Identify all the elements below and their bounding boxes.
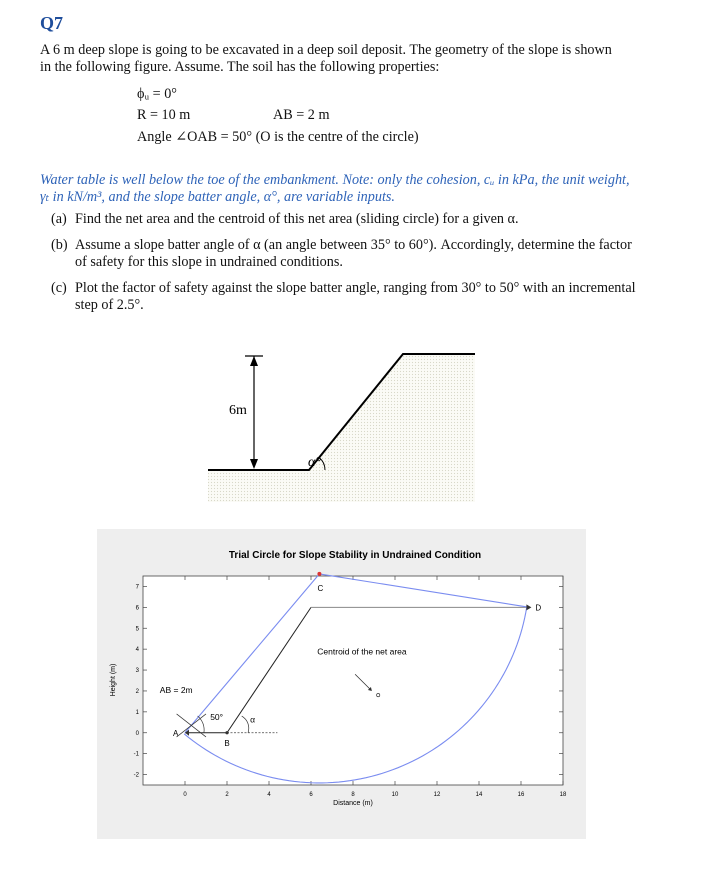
trial-circle-chart (97, 529, 586, 839)
slope-figure (195, 340, 485, 510)
part-c-text-2: step of 2.5°. (75, 297, 144, 313)
part-c-label: (c) (51, 280, 67, 296)
point-c-marker (317, 572, 321, 576)
y-tick-label: 1 (135, 709, 139, 716)
property-radius: R = 10 m (137, 107, 191, 123)
question-number: Q7 (40, 13, 64, 33)
x-axis-label: Distance (m) (333, 800, 373, 807)
depth-arrow-down (250, 459, 258, 469)
x-tick-label: 16 (517, 792, 525, 798)
point-b-marker (225, 731, 228, 734)
point-b-label: B (224, 738, 230, 748)
x-tick-label: 4 (267, 792, 271, 798)
note-line-1: Water table is well below the toe of the embankment. Note: only the cohesion, cᵤ in kPa, the unit weight, (40, 172, 630, 188)
x-tick-label: 12 (433, 792, 441, 798)
x-tick-label: 6 (309, 792, 313, 798)
depth-label: 6m (229, 403, 247, 418)
intro-line-2: in the following figure. Assume. The soil has the following properties: (40, 59, 440, 75)
intro-line-1: A 6 m deep slope is going to be excavated in a deep soil deposit. The geometry of the slope is shown (40, 42, 612, 58)
y-tick-label: 3 (135, 668, 139, 675)
centroid-annotation: Centroid of the net area (317, 646, 407, 657)
property-phi: ϕᵤ = 0° (137, 86, 177, 102)
part-c-text-1: Plot the factor of safety against the slope batter angle, ranging from 30° to 50° with an incremental (75, 280, 636, 296)
ab-annotation: AB = 2m (159, 685, 193, 696)
x-tick-label: 18 (559, 792, 567, 798)
x-tick-label: 10 (391, 792, 399, 798)
y-tick-label: 5 (135, 626, 139, 633)
x-tick-label: 14 (475, 792, 483, 798)
soil-hatch (208, 354, 475, 502)
property-angle: Angle ∠OAB = 50° (O is the centre of the circle) (137, 129, 419, 145)
y-tick-label: -1 (133, 751, 139, 758)
x-tick-label: 8 (351, 792, 355, 798)
part-b-text-2: of safety for this slope in undrained conditions. (75, 254, 343, 270)
y-tick-label: -2 (133, 772, 139, 779)
angle-50-label: 50° (210, 712, 224, 723)
y-tick-label: 6 (135, 605, 139, 612)
x-tick-label: 0 (183, 792, 187, 798)
point-d-label: D (535, 603, 542, 613)
depth-arrow-up (250, 356, 258, 366)
point-a-label: A (173, 728, 179, 738)
y-tick-label: 4 (135, 647, 139, 654)
y-tick-label: 0 (135, 730, 139, 737)
alpha-label: α (250, 714, 256, 725)
point-c-label: C (317, 583, 324, 593)
x-tick-label: 2 (225, 792, 229, 798)
y-axis-label: Height (m) (110, 663, 117, 697)
y-tick-label: 7 (135, 584, 139, 591)
slope-angle-label: α° (308, 455, 321, 470)
part-b-label: (b) (51, 237, 68, 253)
property-ab: AB = 2 m (273, 107, 330, 123)
y-tick-label: 2 (135, 688, 139, 695)
chart-title: Trial Circle for Slope Stability in Undrained Condition (228, 550, 482, 561)
part-b-text-1: Assume a slope batter angle of α (an angle between 35° to 60°). Accordingly, determine the factor (75, 237, 632, 253)
part-a-label: (a) (51, 211, 67, 227)
part-a-text: Find the net area and the centroid of this net area (sliding circle) for a given α. (75, 211, 519, 227)
note-line-2: γₜ in kN/m³, and the slope batter angle, α°, are variable inputs. (40, 189, 395, 205)
